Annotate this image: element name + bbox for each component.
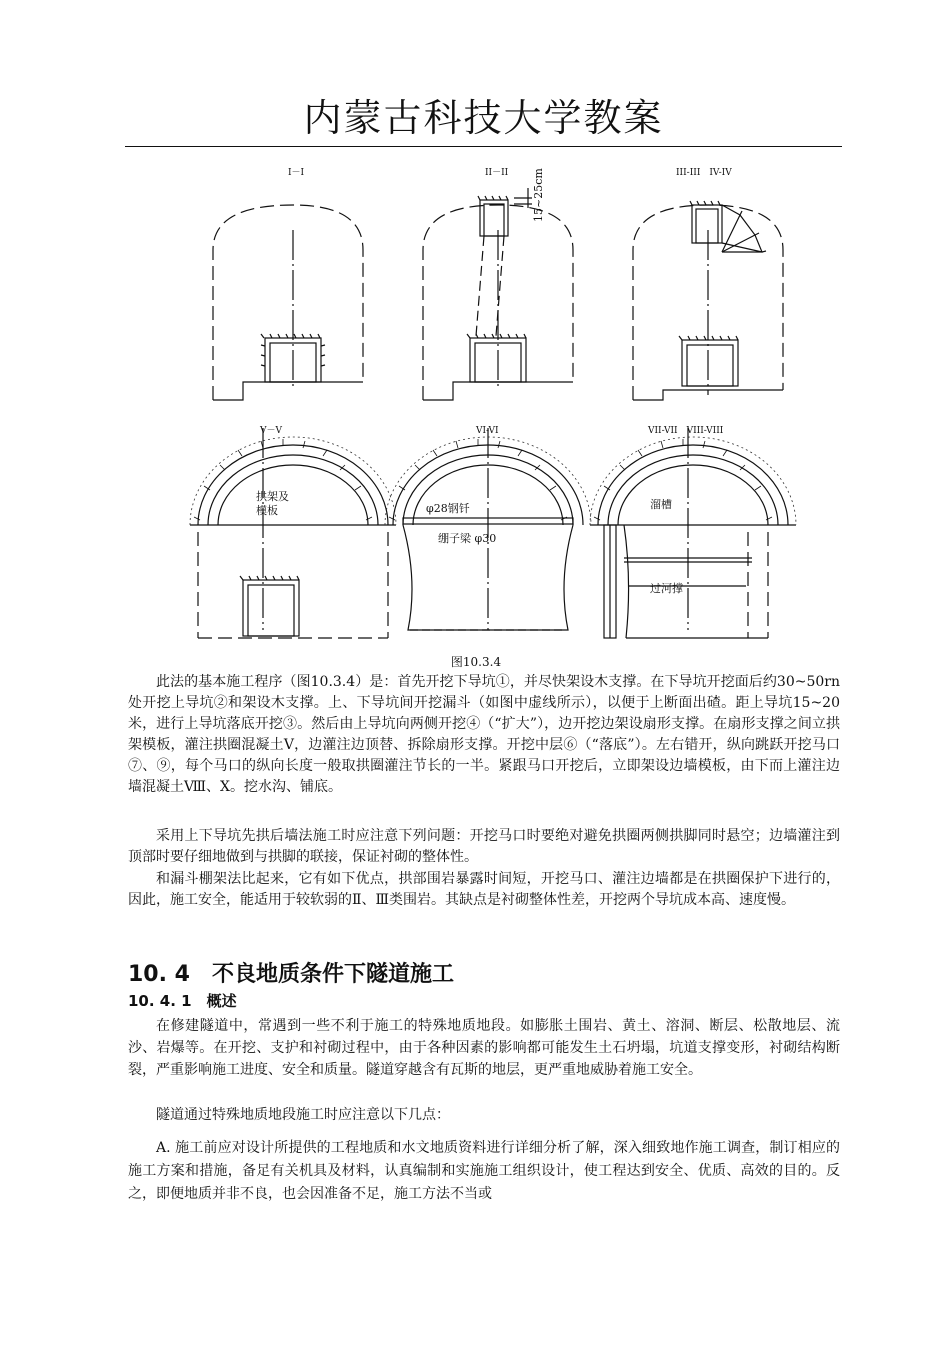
- paragraph-1: 此法的基本施工程序（图10.3.4）是：首先开挖下导坑①，并尽快架设木支撑。在下导坑开挖面后约30~50rn处开挖上导坑②和架设木支撑。上、下导坑间开挖漏斗（如图中虚线所示），以便于上断面出碴。距上导坑15~20米，进行上导坑落底开挖③。然后由上导坑向两侧开挖④（“扩大”），边开挖边架设扇形支撑。在扇形支撑之间立拱架模板，灌注拱圈混凝土Ⅴ，边灌注边顶替、拆除扇形支撑。开挖中层⑥（“落底”）。左右错开，纵向跳跃开挖马口⑦、⑨，每个马口的纵向长度一般取拱圈灌注节长的一半。紧跟马口开挖后，立即架设边墙模板，由下而上灌注边墙混凝土Ⅷ、Ⅹ。挖水沟、铺底。: [128, 674, 840, 795]
- label-panel-7: VII-VII VIII-VIII: [648, 426, 724, 436]
- figure-10-3-4: [180, 160, 800, 650]
- section-title: 10. 4 不良地质条件下隧道施工: [128, 962, 454, 987]
- tunnel-sections-diagram: [180, 160, 800, 650]
- label-cross-brace: 过河撑: [650, 582, 683, 595]
- label-panel-3: III-III IV-IV: [676, 168, 732, 178]
- figure-caption: 图10.3.4: [450, 655, 502, 669]
- label-chute: 溜槽: [650, 498, 672, 511]
- paragraph-6: A. 施工前应对设计所提供的工程地质和水文地质资料进行详细分析了解，深入细致地作施工调查，制订相应的施工方案和措施，备足有关机具及材料，认真编制和实施施工组织设计，使工程达到安全、优质、高效的目的。反之，即便地质并非不良，也会因准备不足，施工方法不当或: [128, 1140, 840, 1202]
- page-header: [125, 92, 842, 147]
- label-tie-beam: 绷子梁 φ30: [438, 532, 497, 545]
- label-panel-5: V－V: [260, 426, 282, 436]
- paragraph-2: 采用上下导坑先拱后墙法施工时应注意下列问题：开挖马口时要绝对避免拱圈两侧拱脚同时悬空；边墙灌注到顶部时要仔细地做到与拱脚的联接，保证衬砌的整体性。: [128, 828, 840, 865]
- label-panel-6: VI-VI: [476, 426, 499, 436]
- panel-2: [423, 188, 573, 400]
- paragraph-3: 和漏斗棚架法比起来，它有如下优点，拱部围岩暴露时间短，开挖马口、灌注边墙都是在拱圈保护下进行的，因此，施工安全，能适用于较软弱的Ⅱ、Ⅲ类围岩。其缺点是衬砌整体性差，开挖两个导坑成本高、速度慢。: [128, 871, 840, 908]
- label-panel-2: II－II: [485, 168, 509, 178]
- label-steel-rod: φ28钢钎: [426, 502, 470, 515]
- panel-1: [213, 205, 363, 400]
- panel-6: [385, 428, 591, 630]
- page-title: 内蒙古科技大学教案: [303, 96, 664, 140]
- label-arch-formwork-1: 拱架及: [256, 490, 289, 503]
- panel-5: [190, 428, 396, 638]
- label-gap: 15~25cm: [532, 168, 545, 222]
- panel-3: [633, 201, 783, 400]
- panel-7: [590, 428, 796, 638]
- label-arch-formwork-2: 模板: [256, 504, 278, 517]
- paragraph-4: 在修建隧道中，常遇到一些不利于施工的特殊地质地段。如膨胀土围岩、黄土、溶洞、断层、松散地层、流沙、岩爆等。在开挖、支护和衬砌过程中，由于各种因素的影响都可能发生土石坍塌，坑道支撑变形，衬砌结构断裂，严重影响施工进度、安全和质量。隧道穿越含有瓦斯的地层，更严重地威胁着施工安全。: [128, 1018, 840, 1078]
- paragraph-5: 隧道通过特殊地质地段施工时应注意以下几点：: [156, 1107, 450, 1123]
- label-panel-1: I－I: [288, 168, 305, 178]
- subsection-title: 10. 4. 1 概述: [128, 992, 237, 1010]
